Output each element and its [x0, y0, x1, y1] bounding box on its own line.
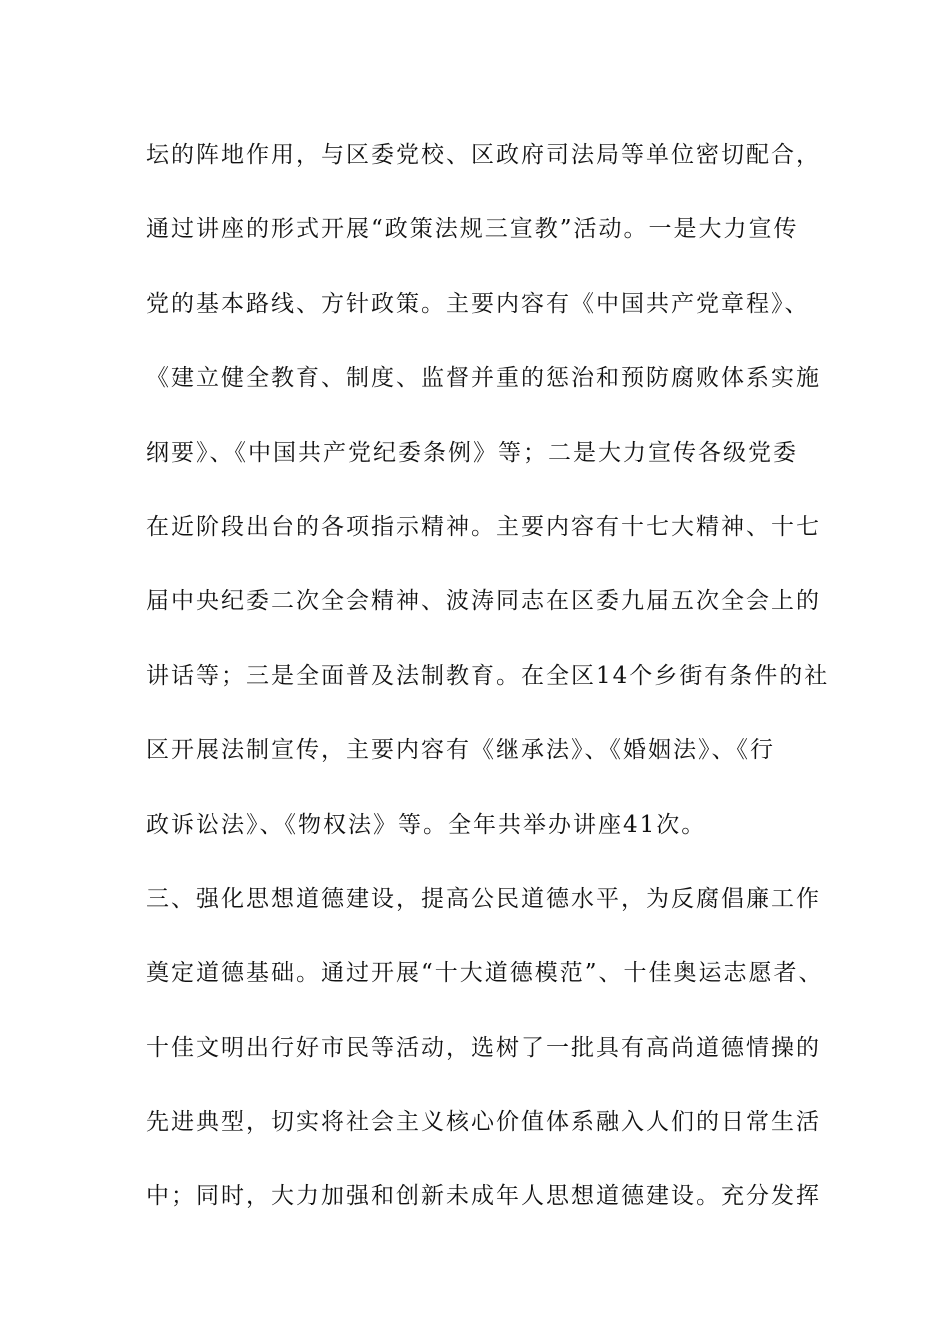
text-line-12: 奠定道德基础。通过开展“十大道德模范”、十佳奥运志愿者、 — [146, 960, 824, 987]
text-line-5: 纲要》、《中国共产党纪委条例》等；二是大力宣传各级党委 — [146, 439, 798, 466]
text-line-3: 党的基本路线、方针政策。主要内容有《中国共产党章程》、 — [146, 290, 810, 317]
text-line-6: 在近阶段出台的各项指示精神。主要内容有十七大精神、十七 — [146, 513, 821, 540]
text-line-4: 《建立健全教育、制度、监督并重的惩治和预防腐败体系实施 — [146, 365, 821, 392]
text-line-14: 先进典型，切实将社会主义核心价值体系融入人们的日常生活 — [146, 1109, 821, 1136]
text-line-8: 讲话等；三是全面普及法制教育。在全区14个乡街有条件的社 — [146, 662, 830, 689]
text-line-1: 坛的阵地作用，与区委党校、区政府司法局等单位密切配合， — [146, 142, 821, 168]
body-text — [146, 127, 830, 1243]
text-line-15: 中；同时，大力加强和创新未成年人思想道德建设。充分发挥 — [146, 1183, 821, 1210]
section-heading-line: 三、强化思想道德建设，提高公民道德水平，为反腐倡廉工作 — [146, 885, 821, 912]
text-line-2: 通过讲座的形式开展“政策法规三宣教”活动。一是大力宣传 — [146, 216, 799, 243]
text-line-9: 区开展法制宣传，主要内容有《继承法》、《婚姻法》、《行 — [146, 737, 775, 764]
text-line-13: 十佳文明出行好市民等活动，选树了一批具有高尚道德情操的 — [146, 1034, 821, 1061]
text-line-10: 政诉讼法》、《物权法》等。全年共举办讲座41次。 — [146, 811, 707, 838]
text-line-7: 届中央纪委二次全会精神、波涛同志在区委九届五次全会上的 — [146, 588, 821, 615]
